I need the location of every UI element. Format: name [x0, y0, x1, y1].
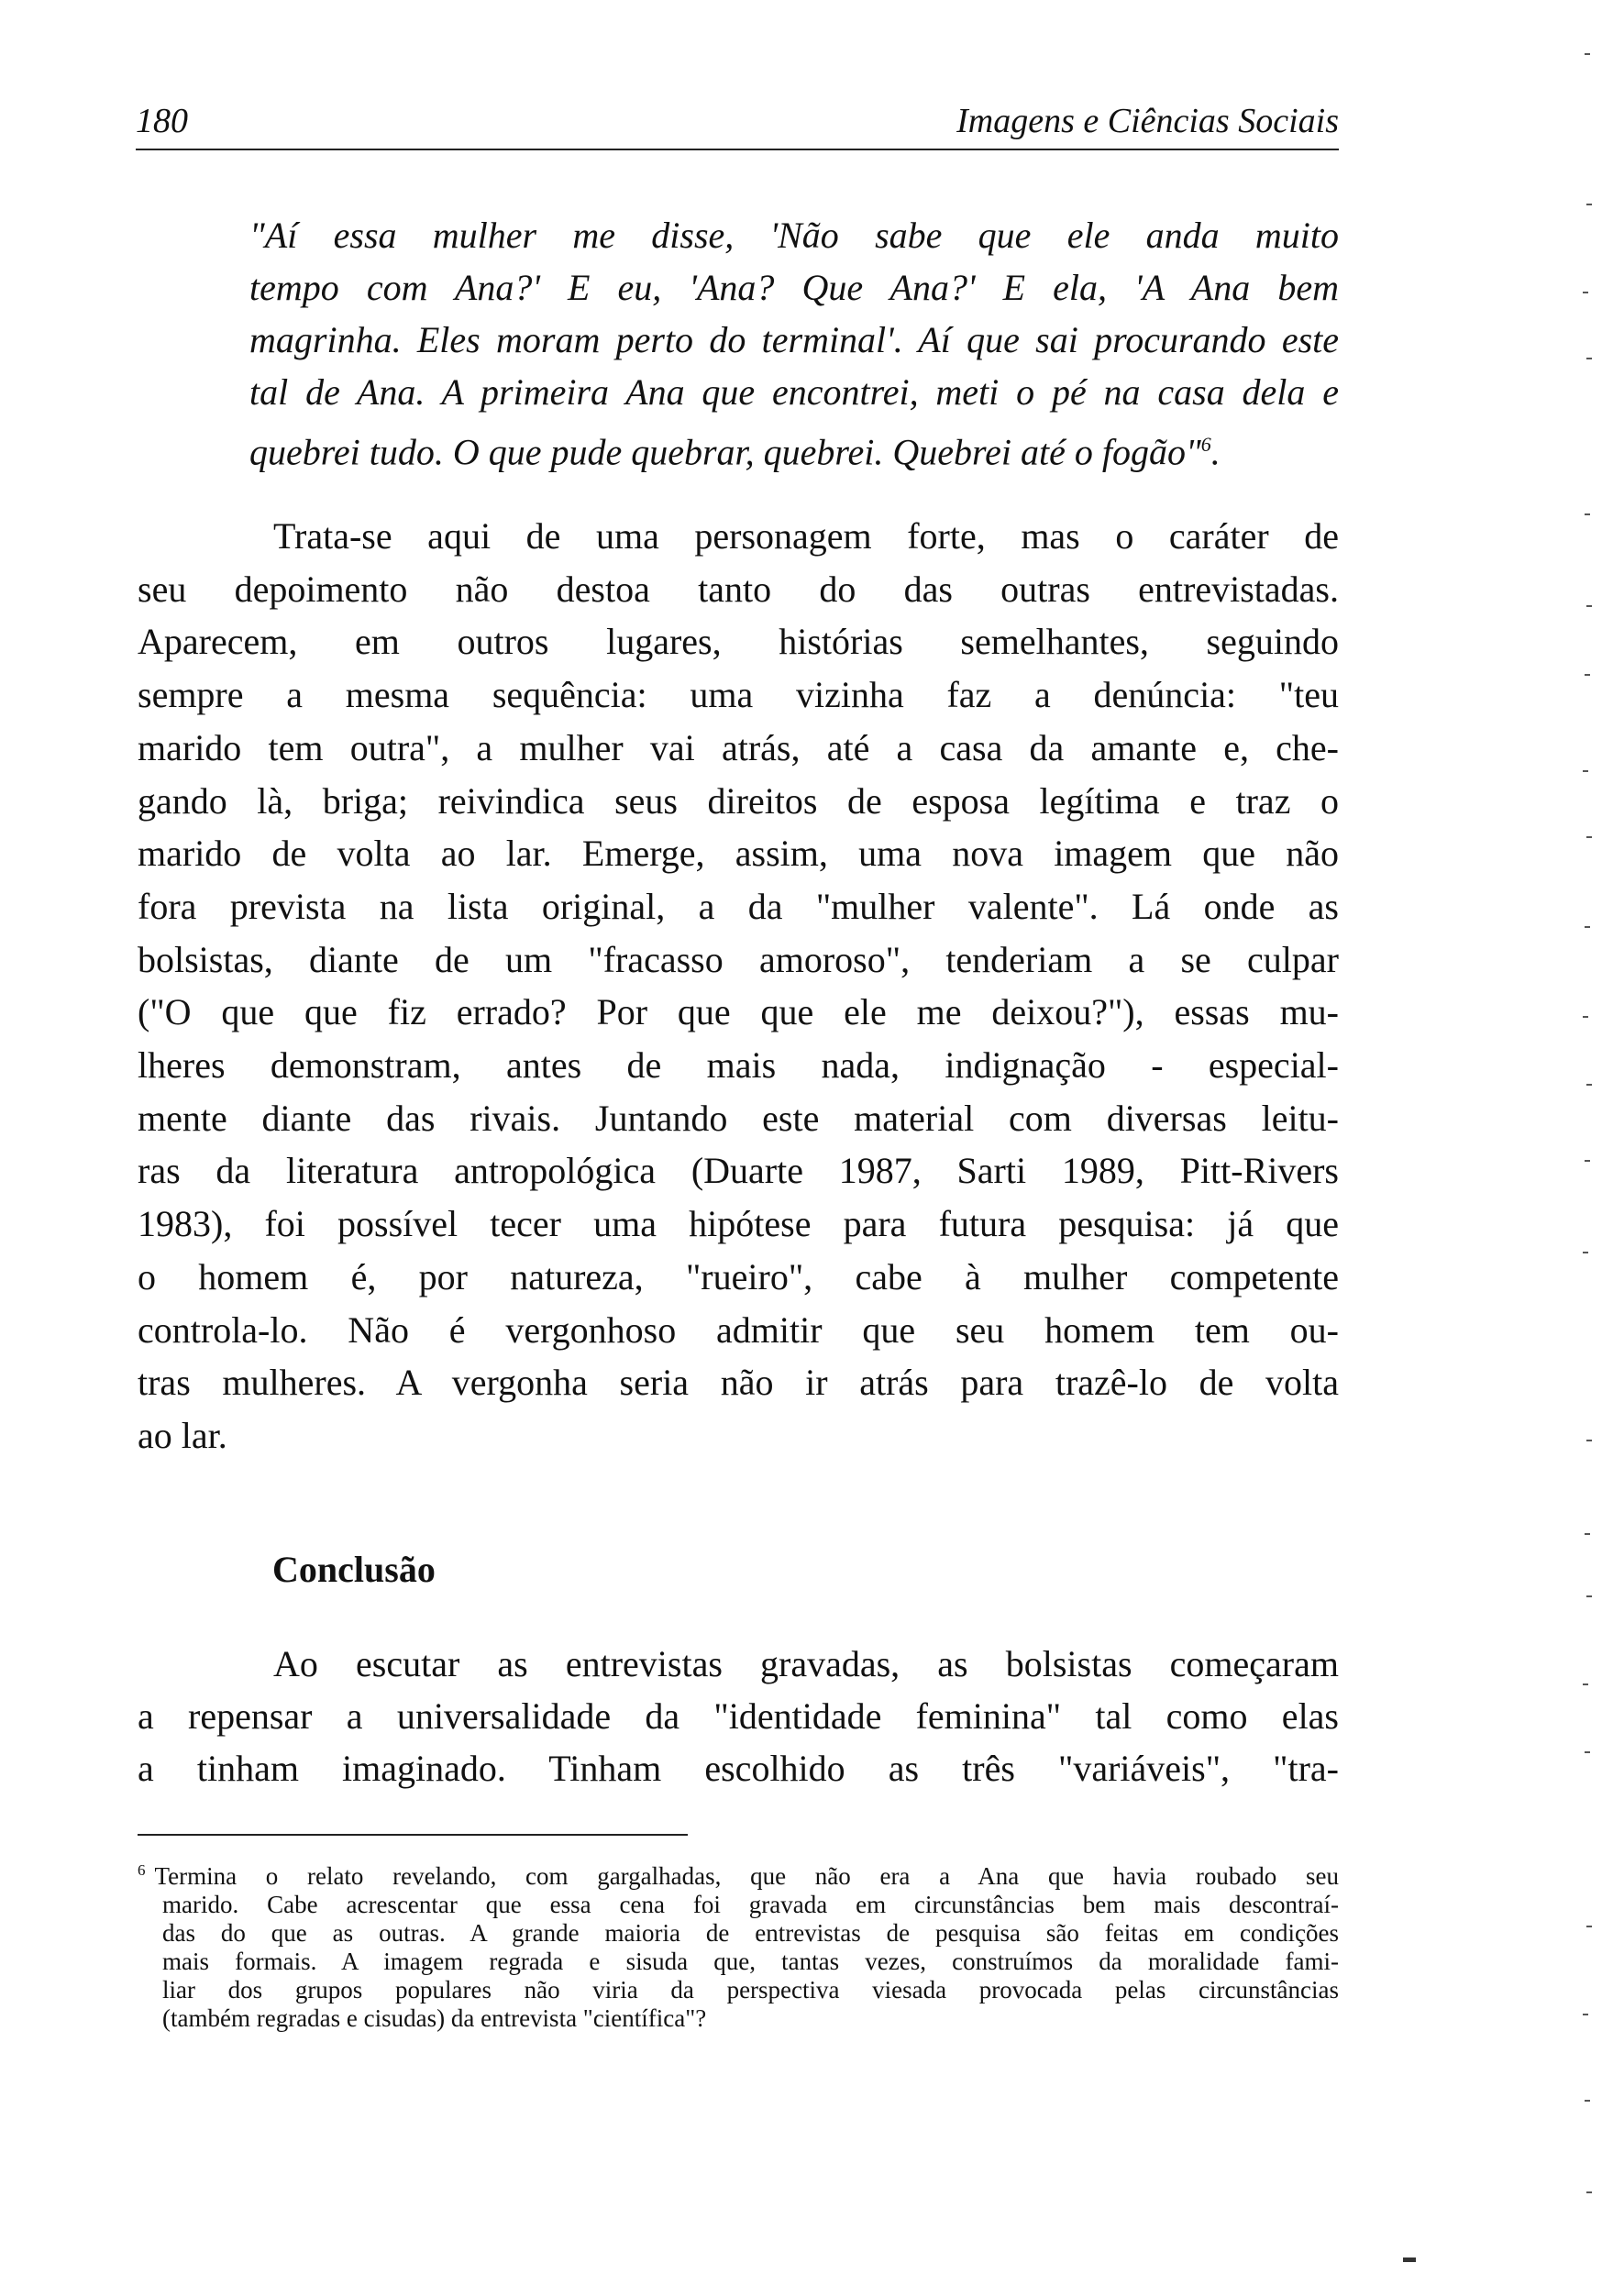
quote-line: "Aí essa mulher me disse, 'Não sabe que ele anda muito — [249, 215, 1339, 256]
footnote-line-text: Termina o relato revelando, com gargalhadas, que não era a Ana que havia roubado seu — [154, 1862, 1339, 1890]
page-number: 180 — [136, 102, 188, 140]
footnote-line: marido. Cabe acrescentar que essa cena foi gravada em circunstâncias bem mais descontraí- — [162, 1891, 1339, 1918]
section-heading: Conclusão — [272, 1549, 436, 1590]
paragraph-line: o homem é, por natureza, "rueiro", cabe à mulher competente — [138, 1255, 1339, 1297]
paragraph-line: lheres demonstram, antes de mais nada, indignação - especial- — [138, 1044, 1339, 1087]
paragraph-line: bolsistas, diante de um "fracasso amoroso", tenderiam a se culpar — [138, 938, 1339, 980]
paragraph-line: ("O que que fiz errado? Por que que ele me deixou?"), essas mu- — [138, 991, 1339, 1033]
paragraph-line: Aparecem, em outros lugares, histórias semelhantes, seguindo — [138, 621, 1339, 663]
footnote-line: das do que as outras. A grande maioria de entrevistas de pesquisa são feitas em condições — [162, 1919, 1339, 1947]
paragraph-line: gando là, briga; reivindica seus direitos de esposa legítima e traz o — [138, 779, 1339, 822]
paragraph-line: fora prevista na lista original, a da "mulher valente". Lá onde as — [138, 885, 1339, 927]
conclusion-paragraph — [138, 1638, 1339, 1794]
paragraph-line: seu depoimento não destoa tanto do das outras entrevistadas. — [138, 568, 1339, 610]
running-title: Imagens e Ciências Sociais — [956, 102, 1339, 140]
footnote-line: mais formais. A imagem regrada e sisuda que, tantas vezes, construímos da moralidade fami- — [162, 1948, 1339, 1975]
quote-line: tempo com Ana?' E eu, 'Ana? Que Ana?' E ela, 'A Ana bem — [249, 267, 1339, 308]
footnote-line: liar dos grupos populares não viria da perspectiva viesada provocada pelas circunstâncias — [162, 1976, 1339, 2004]
footnote-number: 6 — [138, 1861, 146, 1879]
paragraph-line: a repensar a universalidade da "identidade feminina" tal como elas — [138, 1695, 1339, 1737]
body-paragraph — [138, 510, 1339, 1463]
paragraph-line: Trata-se aqui de uma personagem forte, mas o caráter de — [273, 515, 1339, 557]
block-quote — [249, 209, 1339, 478]
footnote-line-first — [138, 1856, 1339, 1891]
footnote-reference: 6 — [1200, 433, 1211, 456]
footnote — [138, 1856, 1339, 2033]
quote-line: magrinha. Eles moram perto do terminal'. Aí que sai procurando este — [249, 319, 1339, 360]
paragraph-line: a tinham imaginado. Tinham escolhido as três "variáveis", "tra- — [138, 1748, 1339, 1789]
paragraph-line: mente diante das rivais. Juntando este material com diversas leitu- — [138, 1097, 1339, 1139]
paragraph-line: ras da literatura antropológica (Duarte 1987, Sarti 1989, Pitt-Rivers — [138, 1150, 1339, 1192]
paragraph-line-last: ao lar. — [138, 1414, 227, 1456]
quote-line-last — [249, 418, 1339, 478]
paragraph-line: tras mulheres. A vergonha seria não ir atrás para trazê-lo de volta — [138, 1362, 1339, 1404]
paragraph-line: 1983), foi possível tecer uma hipótese para futura pesquisa: já que — [138, 1203, 1339, 1245]
paragraph-line: controla-lo. Não é vergonhoso admitir que seu homem tem ou- — [138, 1308, 1339, 1351]
paragraph-line: marido de volta ao lar. Emerge, assim, uma nova imagem que não — [138, 833, 1339, 875]
page-header — [136, 101, 1339, 150]
quote-line: tal de Ana. A primeira Ana que encontrei, meti o pé na casa dela e — [249, 371, 1339, 413]
footnote-divider — [138, 1834, 688, 1836]
paragraph-line: sempre a mesma sequência: uma vizinha faz a denúncia: "teu — [138, 674, 1339, 716]
quote-end-punctuation: . — [1210, 431, 1221, 473]
quote-line-text: quebrei tudo. O que pude quebrar, quebrei. Quebrei até o fogão" — [249, 431, 1201, 473]
paragraph-line: marido tem outra", a mulher vai atrás, até a casa da amante e, che- — [138, 726, 1339, 768]
paragraph-line: Ao escutar as entrevistas gravadas, as bolsistas começaram — [273, 1643, 1339, 1684]
footnote-line-last: (também regradas e cisudas) da entrevista "científica"? — [162, 2004, 707, 2032]
